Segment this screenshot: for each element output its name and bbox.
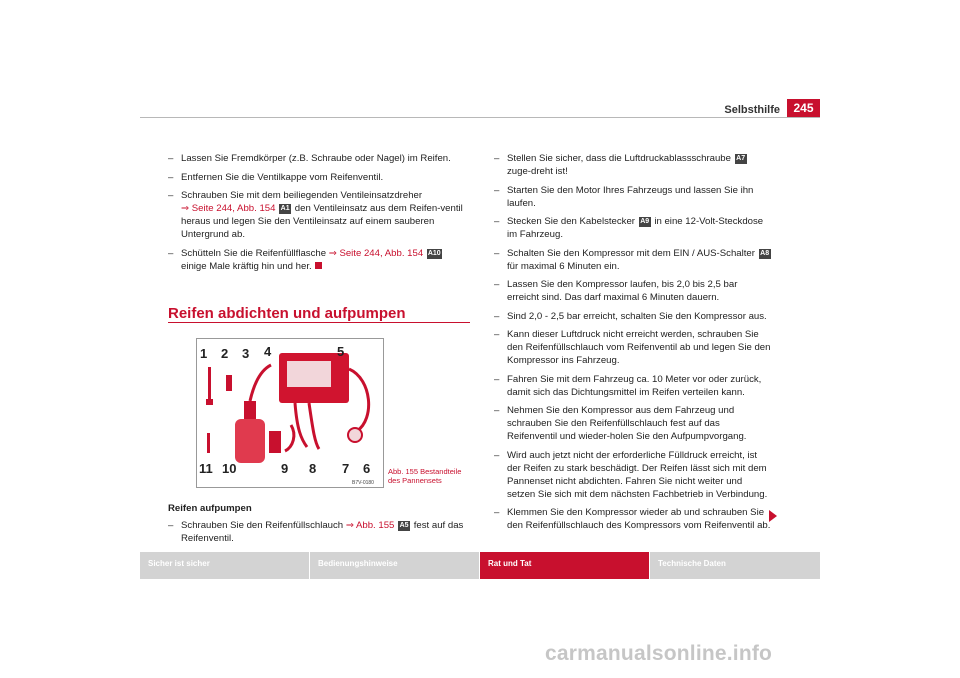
- pressure-gauge-shape: [348, 428, 362, 442]
- callout-number: 9: [281, 461, 289, 476]
- callout-number: 2: [221, 346, 229, 361]
- watermark: carmanualsonline.info: [545, 642, 773, 665]
- list-item: [494, 449, 772, 501]
- list-item: [168, 189, 470, 241]
- cross-reference-link[interactable]: ⇒ Seite 244, Abb. 154: [181, 203, 276, 214]
- list-item: [168, 171, 470, 184]
- bullet-dash: –: [494, 153, 500, 164]
- bullet-dash: –: [168, 190, 174, 201]
- bullet-dash: –: [494, 216, 500, 227]
- list-item-text: Kann dieser Luftdruck nicht erreicht werden, schrauben Sie den Reifenfüllschlauch vom Reifenventil ab und legen Sie den Kompressor ins Fahrzeug.: [507, 329, 771, 366]
- bullet-dash: –: [494, 449, 500, 461]
- heading-underline: [168, 322, 470, 323]
- list-item: [494, 373, 772, 399]
- right-column: [494, 152, 772, 538]
- list-item: [494, 328, 772, 367]
- list-item-text: zuge-dreht ist!: [507, 166, 568, 177]
- figure-pannenset: [196, 338, 384, 488]
- list-item-text: Schrauben Sie den Reifenfüllschlauch: [181, 520, 344, 531]
- sealant-bottle-shape: [235, 419, 265, 463]
- callout-number: 5: [337, 344, 345, 359]
- list-item-text: Stellen Sie sicher, dass die Luftdruckablassschraube: [507, 153, 731, 164]
- pannenset-illustration: [197, 339, 383, 487]
- bullet-dash: –: [494, 279, 500, 290]
- list-item: [494, 184, 772, 210]
- callout-number: 8: [309, 461, 317, 476]
- bullet-dash: –: [494, 507, 500, 518]
- aufpumpen-block: [168, 502, 470, 551]
- page-header-title: Selbsthilfe: [724, 104, 780, 116]
- list-item: [168, 152, 470, 165]
- header-divider: [140, 117, 820, 118]
- bullet-dash: –: [494, 184, 500, 196]
- list-item-text: Fahren Sie mit dem Fahrzeug ca. 10 Meter vor oder zurück, damit sich das Dichtungsmittel im Reifen verteilen kann.: [507, 373, 762, 398]
- bullet-dash: –: [494, 247, 500, 259]
- list-item-text: Entfernen Sie die Ventilkappe vom Reifenventil.: [181, 171, 384, 183]
- list-item: [494, 278, 772, 304]
- valve-insert-shape: [226, 375, 232, 391]
- bullet-dash: –: [494, 405, 500, 416]
- list-item-text: Klemmen Sie den Kompressor wieder ab und schrauben Sie den Reifenfüllschlauch des Kompressors vom Reifenventil ab.: [507, 507, 771, 531]
- subheading: Reifen aufpumpen: [168, 503, 252, 514]
- bullet-dash: –: [168, 153, 174, 164]
- section-heading: Reifen abdichten und aufpumpen: [168, 305, 406, 322]
- list-item-text: Lassen Sie den Kompressor laufen, bis 2,0 bis 2,5 bar erreicht sind. Das darf maximal 6 Minuten dauern.: [507, 279, 738, 303]
- list-item: [494, 404, 772, 443]
- next-page-arrow-icon[interactable]: [769, 510, 777, 522]
- figure-code: B7V-0180: [352, 480, 374, 486]
- bullet-dash: –: [168, 247, 174, 259]
- bullet-dash: –: [494, 373, 500, 385]
- callout-badge: A5: [399, 522, 409, 529]
- callout-number: 10: [222, 461, 237, 476]
- list-item-text: fest auf das Reifenventil.: [181, 520, 464, 544]
- cross-reference-link[interactable]: ⇒ Seite 244, Abb. 154: [328, 247, 424, 259]
- callout-number: 7: [342, 461, 350, 476]
- callout-badge: A7: [736, 155, 746, 162]
- list-item: [494, 310, 772, 323]
- bullet-dash: –: [494, 329, 500, 340]
- list-item: [494, 152, 772, 178]
- list-item-text: Starten Sie den Motor Ihres Fahrzeugs und lassen Sie ihn laufen.: [507, 184, 754, 209]
- callout-number: 1: [200, 346, 208, 361]
- list-item-text: Schütteln Sie die Reifenfüllflasche: [181, 247, 327, 259]
- callout-number: 4: [264, 344, 272, 359]
- list-item: [168, 247, 470, 273]
- callout-badge: A9: [640, 218, 650, 225]
- list-item-text: Schrauben Sie mit dem beiliegenden Ventileinsatzdreher: [181, 190, 423, 201]
- list-item-text: den Ventileinsatz aus dem Reifen-ventil heraus und legen Sie den Ventileinsatz auf einem sauberen Untergrund ab.: [181, 203, 463, 240]
- caption-line: des Pannensets: [388, 476, 442, 485]
- bullet-dash: –: [168, 171, 174, 183]
- tab-technische-daten[interactable]: Technische Daten: [650, 552, 820, 579]
- figure-caption: [388, 467, 461, 485]
- left-column: [168, 152, 470, 278]
- bullet-dash: –: [494, 310, 500, 322]
- tab-sicher-ist-sicher[interactable]: Sicher ist sicher: [140, 552, 309, 579]
- section-end-marker: [315, 262, 322, 269]
- list-item-text: für maximal 6 Minuten ein.: [507, 260, 620, 272]
- list-item-text: einige Male kräftig hin und her.: [181, 260, 312, 272]
- caption-line: Abb. 155 Bestandteile: [388, 467, 462, 476]
- list-item-text: Wird auch jetzt nicht der erforderliche Fülldruck erreicht, ist der Reifen zu stark beschädigt. Der Reifen lässt sich mit dem Pannenset nicht abdichten. Fahren Sie nicht weiter und setzen Sie sich mit dem nächsten Fachbetrieb in Verbindung.: [507, 449, 768, 500]
- list-item-text: in eine 12-Volt-Steckdose im Fahrzeug.: [507, 216, 764, 240]
- callout-badge: A10: [427, 249, 441, 257]
- callout-badge: A1: [280, 205, 290, 212]
- cross-reference-link[interactable]: ⇒ Abb. 155: [345, 520, 395, 531]
- list-item: [168, 519, 470, 545]
- page-number: 245: [787, 99, 820, 118]
- valve-tool-shape: [208, 367, 211, 401]
- callout-number: 11: [199, 461, 213, 476]
- tab-rat-und-tat[interactable]: Rat und Tat: [480, 552, 649, 579]
- list-item-text: Nehmen Sie den Kompressor aus dem Fahrzeug und schrauben Sie den Reifenfüllschlauch fest auf das Reifenventil und wieder-holen Sie den Aufpumpvorgang.: [507, 405, 747, 442]
- callout-number: 6: [363, 461, 371, 476]
- list-item: [494, 506, 772, 532]
- cable-plug-shape: [269, 431, 281, 453]
- callout-number: 3: [242, 346, 250, 361]
- list-item: [494, 247, 772, 273]
- list-item-text: Lassen Sie Fremdkörper (z.B. Schraube oder Nagel) im Reifen.: [181, 153, 451, 164]
- list-item: [494, 215, 772, 241]
- list-item-text: Sind 2,0 - 2,5 bar erreicht, schalten Sie den Kompressor aus.: [507, 310, 767, 322]
- bullet-dash: –: [168, 520, 174, 531]
- callout-badge: A8: [760, 249, 770, 257]
- tab-bedienungshinweise[interactable]: Bedienungshinweise: [310, 552, 479, 579]
- list-item-text: Schalten Sie den Kompressor mit dem EIN / AUS-Schalter: [507, 247, 755, 259]
- list-item-text: Stecken Sie den Kabelstecker: [507, 216, 635, 227]
